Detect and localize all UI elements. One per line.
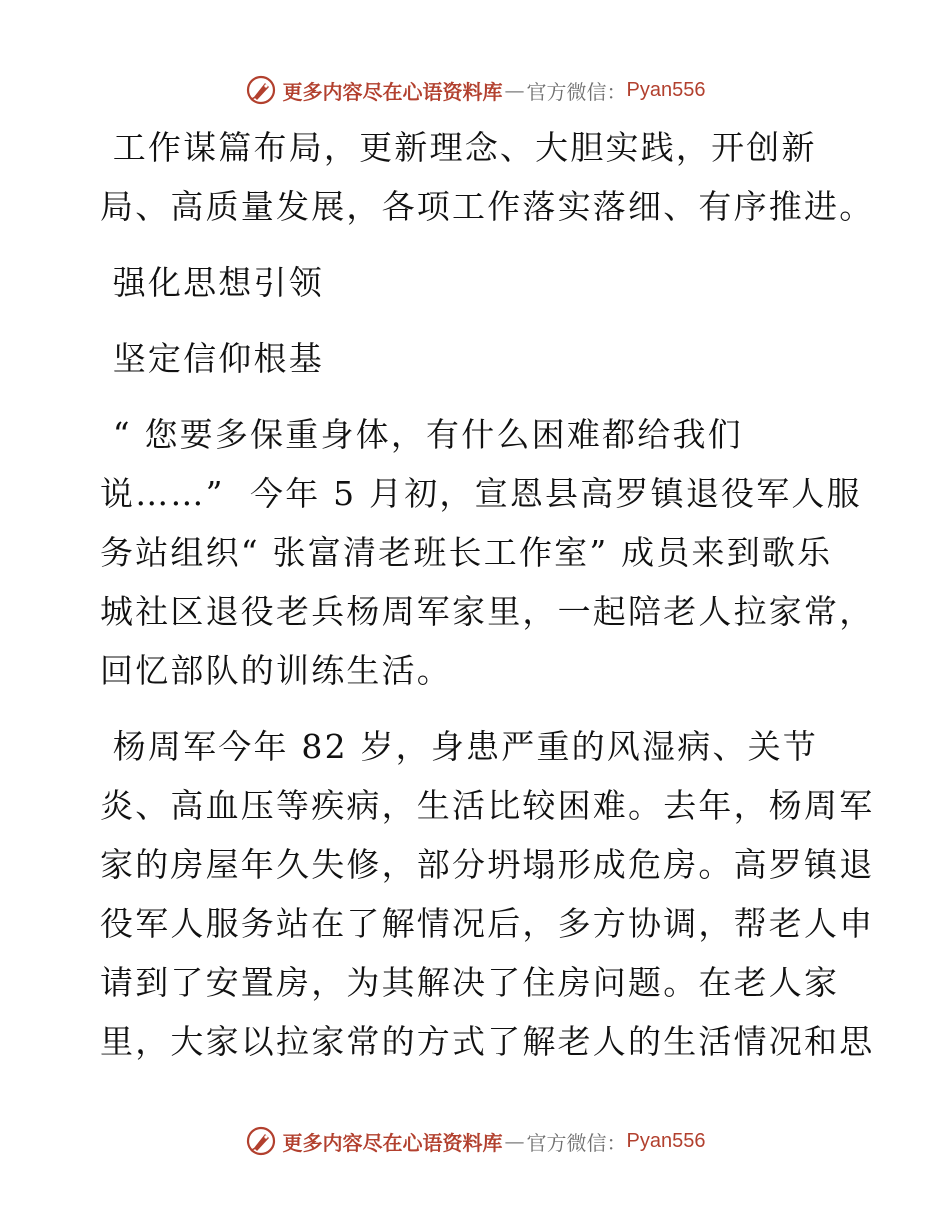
section-heading (100, 253, 850, 312)
watermark-wechat-id: Pyan556 (626, 78, 706, 101)
text-line: 请到了安置房，为其解决了住房问题。在老人家 (100, 963, 840, 1002)
text-line: 回忆部队的训练生活。 (100, 651, 452, 690)
intro-paragraph (100, 118, 875, 236)
text-line: 里，大家以拉家常的方式了解老人的生活情况和思 (100, 1022, 875, 1061)
text-line: 炎、高血压等疾病，生活比较困难。去年，杨周军 (100, 786, 875, 825)
watermark-wechat-id: Pyan556 (626, 1129, 706, 1152)
watermark-sub-text: 官方微信： (526, 79, 627, 104)
section-heading (100, 329, 850, 388)
text-line: 杨周军今年 82 岁，身患严重的风湿病、关节 (100, 727, 819, 766)
watermark-sub-text: 官方微信： (526, 1130, 627, 1155)
text-line: 说……” 今年 5 月初，宣恩县高罗镇退役军人服 (100, 474, 862, 513)
document-body (100, 118, 875, 1071)
paragraph-visit (100, 405, 875, 700)
pen-nib-logo-icon (245, 1125, 277, 1157)
footer-watermark (0, 1121, 950, 1161)
heading-line: 坚定信仰根基 (100, 339, 324, 378)
paragraph-yang (100, 717, 875, 1071)
text-line: 城社区退役老兵杨周军家里，一起陪老人拉家常， (100, 592, 875, 631)
text-line: 工作谋篇布局，更新理念、大胆实践，开创新 (100, 128, 817, 167)
watermark-main-text: 更多内容尽在心语资料库 (282, 1130, 503, 1155)
watermark-separator: — (504, 78, 525, 102)
watermark-separator: — (504, 1129, 525, 1153)
text-line: 务站组织“ 张富清老班长工作室” 成员来到歌乐 (100, 533, 833, 572)
text-line: 局、高质量发展，各项工作落实落细、有序推进。 (100, 187, 875, 226)
text-line: 家的房屋年久失修，部分坍塌形成危房。高罗镇退 (100, 845, 875, 884)
watermark-main-text: 更多内容尽在心语资料库 (282, 79, 503, 104)
text-line: 役军人服务站在了解情况后，多方协调，帮老人申 (100, 904, 875, 943)
heading-line: 强化思想引领 (100, 263, 324, 302)
text-line: “ 您要多保重身体，有什么困难都给我们 (100, 415, 743, 454)
pen-nib-logo-icon (245, 74, 277, 106)
header-watermark (0, 70, 950, 110)
